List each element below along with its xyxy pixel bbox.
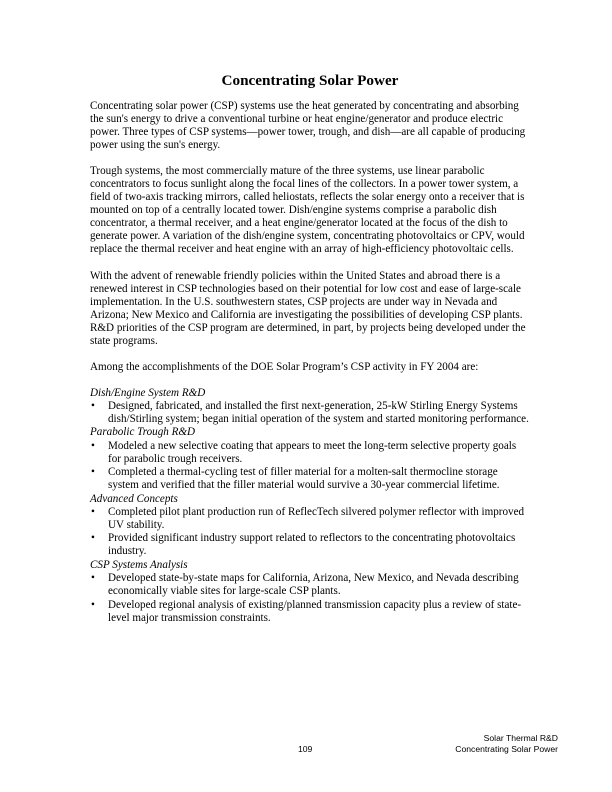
bullet-icon: • — [91, 505, 95, 518]
bullet-list — [90, 400, 530, 426]
bullet-item — [90, 572, 530, 598]
section-heading: Advanced Concepts — [90, 492, 178, 505]
bullet-list — [90, 440, 530, 493]
bullet-text: Completed pilot plant production run of ReflecTech silvered polymer reflector with improved UV stability. — [108, 505, 525, 531]
section-dish-engine — [90, 387, 530, 426]
bullet-icon: • — [91, 572, 95, 584]
bullet-icon: • — [91, 598, 95, 611]
accomplishments-intro: Among the accomplishments of the DOE Solar Program’s CSP activity in FY 2004 are: — [90, 360, 479, 373]
bullet-text: Developed state-by-state maps for California, Arizona, New Mexico, and Nevada describing economically viable sites for large-scale CSP plants. — [108, 572, 519, 598]
footer-section: Solar Thermal R&D — [483, 733, 558, 743]
bullet-item — [90, 599, 530, 625]
bullet-item — [90, 440, 530, 466]
bullet-icon: • — [91, 532, 95, 545]
section-heading: Parabolic Trough R&D — [90, 426, 195, 439]
intro-paragraph: Concentrating solar power (CSP) systems use the heat generated by concentrating and absorbing the sun's energy to drive a conventional turbine or heat engine/generator and produce electric power. Three types of CSP systems—power tower, trough, and dish—are all capable of producing power using the sun's energy. — [90, 100, 526, 152]
bullet-text: Provided significant industry support related to reflectors to the concentrating photovoltaics industry. — [108, 532, 516, 558]
bullet-item — [90, 400, 530, 426]
section-heading: Dish/Engine System R&D — [90, 386, 206, 399]
bullet-item — [90, 506, 530, 532]
bullet-list — [90, 506, 530, 559]
bullet-icon: • — [91, 466, 95, 479]
systems-paragraph: Trough systems, the most commercially mature of the three systems, use linear parabolic concentrators to focus sunlight along the focal lines of the collectors. In a power tower system, a field of two-axis tracking mirrors, called heliostats, reflects the solar energy onto a receiver that is mounted on top of a centrally located tower. Dish/engine systems comprise a parabolic dish concentrator, a thermal receiver, and a heat engine/generator located at the focus of the dish to generate power. A variation of the dish/engine system, concentrating photovoltaics or CPV, would replace the thermal receiver and heat engine with an array of high-efficiency photovoltaic cells. — [90, 165, 525, 256]
bullet-text: Designed, fabricated, and installed the first next-generation, 25-kW Stirling Energy Systems dish/Stirling system; began initial operation of the system and started monitoring performance. — [108, 399, 529, 425]
section-csp-systems-analysis — [90, 559, 530, 625]
bullet-icon: • — [91, 439, 95, 452]
bullet-item — [90, 532, 530, 558]
running-footer — [455, 733, 558, 755]
footer-chapter: Concentrating Solar Power — [455, 744, 558, 754]
policy-paragraph: With the advent of renewable friendly policies within the United States and abroad there is a renewed interest in CSP technologies based on their potential for low cost and ease of large-scale implementation. In the U.S. southwestern states, CSP projects are under way in Nevada and Arizona; New Mexico and California are investigating the possibilities of developing CSP plants. R&D priorities of the CSP program are determined, in part, by projects being developed under the state programs. — [90, 269, 526, 347]
bullet-text: Completed a thermal-cycling test of filler material for a molten-salt thermocline storage system and verified that the filler material would survive a 30-year commercial lifetime. — [108, 466, 500, 492]
bullet-list — [90, 572, 530, 625]
bullet-item — [90, 466, 530, 492]
section-advanced-concepts — [90, 493, 530, 559]
bullet-text: Modeled a new selective coating that appears to meet the long-term selective property goals for parabolic trough receivers. — [108, 439, 517, 465]
bullet-icon: • — [91, 399, 95, 412]
bullet-text: Developed regional analysis of existing/planned transmission capacity plus a review of state-level major transmission constraints. — [108, 598, 522, 624]
section-heading: CSP Systems Analysis — [90, 558, 188, 571]
document-body — [90, 100, 530, 625]
page-number: 109 — [298, 744, 313, 754]
page-title: Concentrating Solar Power — [221, 72, 399, 89]
section-parabolic-trough — [90, 426, 530, 492]
